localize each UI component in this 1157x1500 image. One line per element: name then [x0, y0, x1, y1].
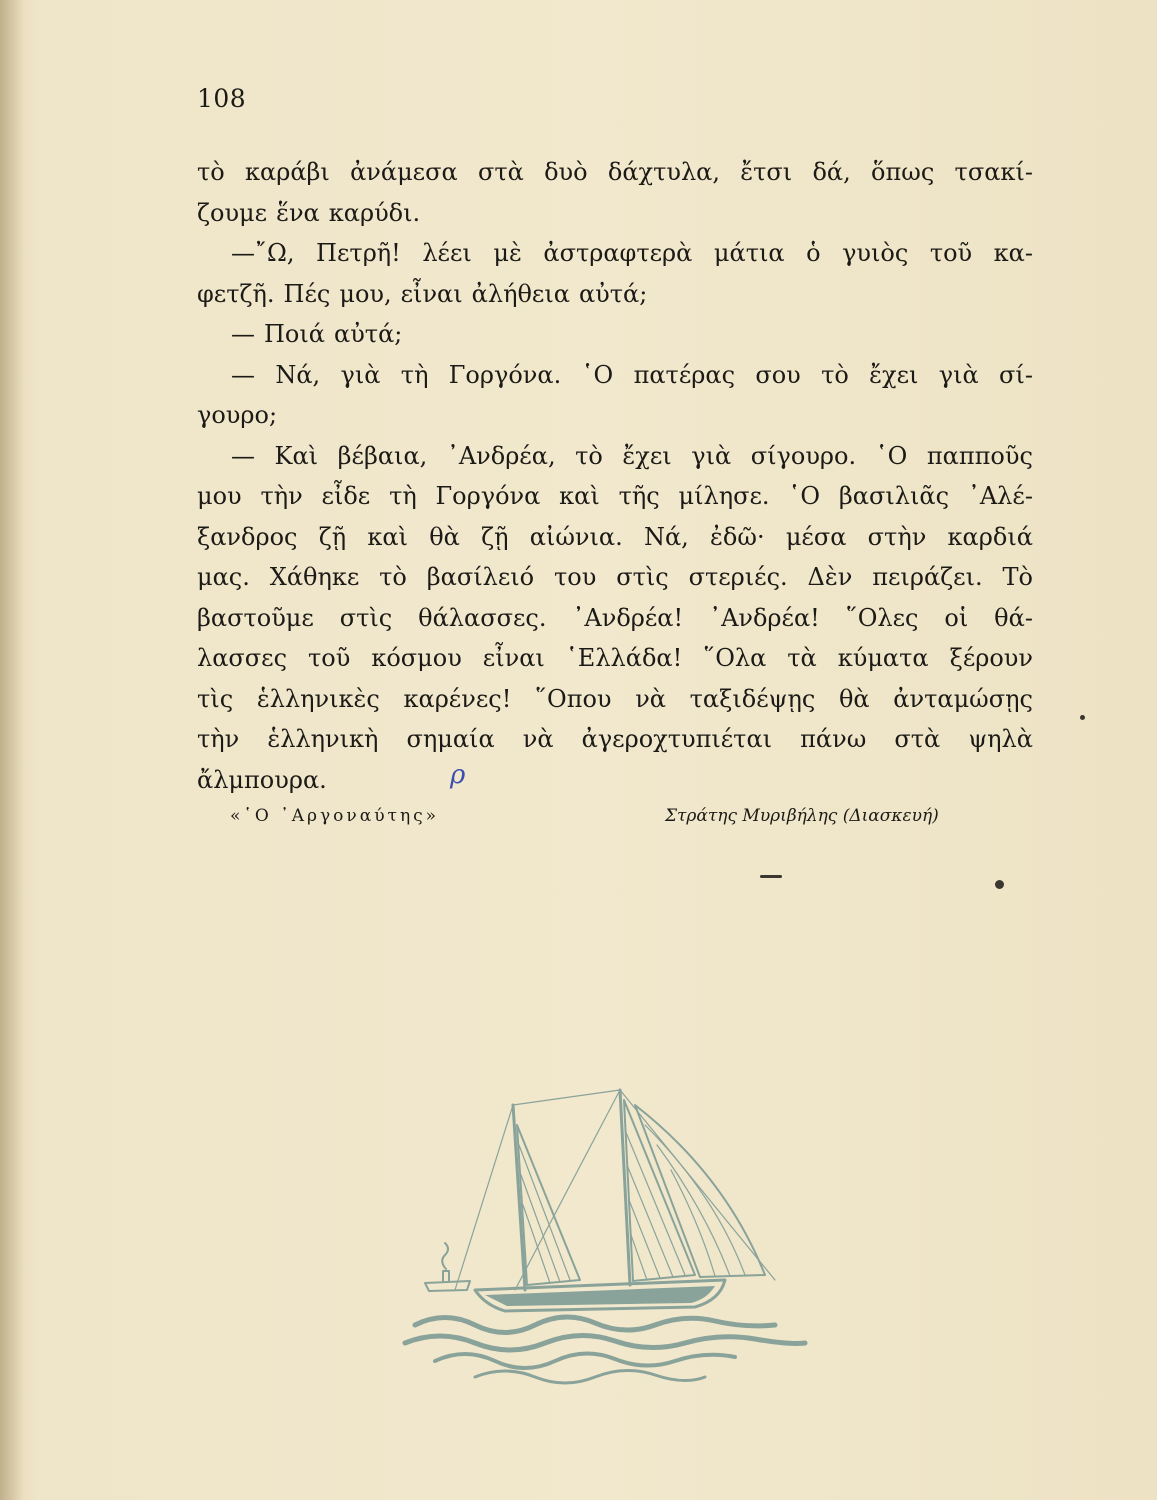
- word: Γοργόνα: [435, 482, 541, 510]
- word: στεριές.: [688, 563, 788, 591]
- word: καρένες!: [403, 684, 512, 713]
- word: δυὸ: [544, 158, 588, 186]
- word: τὰ: [787, 644, 817, 672]
- jib-sail-lines: [645, 1125, 745, 1276]
- text-line: [197, 557, 1033, 598]
- word: ᾿Ανδρέα!: [572, 603, 684, 632]
- text-line: [197, 719, 1033, 760]
- ink-speck: [760, 875, 782, 878]
- word: Τὸ: [1002, 563, 1033, 591]
- ink-speck: [1080, 715, 1085, 720]
- word: καρδιά: [947, 522, 1033, 551]
- text-line: [197, 355, 1033, 396]
- word: πατέρας: [633, 360, 736, 389]
- word: σίγουρο.: [750, 441, 857, 470]
- word: στὶς: [616, 563, 669, 591]
- word: μας.: [197, 563, 250, 591]
- distant-steamer: [425, 1271, 470, 1291]
- word: Νά,: [275, 360, 321, 389]
- text-line: [197, 679, 1033, 720]
- word: στὰ: [894, 725, 941, 753]
- fore-sail-lines: [519, 1145, 570, 1283]
- word: ἀλήθεια: [471, 279, 570, 308]
- word: τὶς: [197, 684, 234, 713]
- text-line: [197, 152, 1033, 193]
- word: —῎Ω,: [231, 239, 295, 267]
- word: Πετρῆ!: [316, 239, 401, 267]
- word: Πές: [283, 279, 331, 308]
- word: ὅπως: [871, 158, 935, 186]
- word: θάλασσες.: [418, 603, 547, 632]
- word: τῆς: [618, 482, 660, 510]
- word: ἑλληνικὲς: [256, 684, 380, 713]
- word: καὶ: [367, 522, 408, 551]
- word: στὴν: [867, 522, 927, 551]
- ink-speck: [995, 880, 1004, 889]
- page-number: 108: [197, 84, 247, 113]
- word: βαστοῦμε: [197, 603, 314, 632]
- word: ῾Ο: [875, 441, 908, 470]
- word: Ποιά: [264, 320, 325, 348]
- word: κύματα: [837, 644, 929, 672]
- word: τὸ: [821, 360, 849, 389]
- wave: [415, 1317, 775, 1333]
- text-line: [197, 476, 1033, 517]
- word: ἑλληνικὴ: [267, 725, 379, 753]
- word: μάτια: [713, 239, 785, 267]
- fore-mast: [513, 1105, 525, 1290]
- main-sail-lines: [625, 1130, 685, 1280]
- word: εἶδε: [321, 482, 371, 510]
- word: ἔχει: [622, 441, 672, 470]
- word: θὰ: [429, 522, 460, 551]
- word: ζῇ: [481, 522, 509, 551]
- word: τσακί-: [954, 158, 1033, 186]
- word: αὐτά;: [578, 279, 648, 308]
- word: του: [554, 563, 597, 591]
- word: καράβι: [245, 158, 330, 186]
- text-line: [197, 436, 1033, 477]
- word: ἀνάμεσα: [350, 158, 458, 186]
- word: ῞Ολα: [703, 644, 767, 672]
- text-line: [197, 638, 1033, 679]
- word: γιὰ: [340, 360, 381, 389]
- word: οἱ: [944, 603, 969, 632]
- word: Δὲν: [807, 563, 853, 591]
- word: ἔχει: [869, 360, 919, 389]
- text-line: [197, 233, 1033, 274]
- word: —: [231, 320, 255, 348]
- text-line: [197, 760, 1033, 801]
- word: τὸ: [197, 158, 225, 186]
- word: Νά,: [643, 522, 689, 551]
- word: γιὰ: [938, 360, 979, 389]
- word: τὴν: [197, 725, 240, 753]
- word: Γοργόνα.: [448, 360, 562, 389]
- word: δάχτυλα,: [607, 158, 720, 186]
- word: νὰ: [635, 684, 666, 713]
- word: ἕνα: [276, 198, 320, 227]
- word: —: [231, 441, 255, 470]
- word: βασιλιᾶς: [838, 482, 950, 510]
- word: ᾿Αλέ-: [967, 482, 1033, 510]
- word: θά-: [994, 603, 1033, 632]
- word: ἐδῶ·: [710, 522, 765, 551]
- word: ῞Οπου: [535, 684, 612, 713]
- word: σημαία: [406, 725, 495, 753]
- word: γυιὸς: [842, 239, 909, 267]
- word: σί-: [999, 360, 1033, 389]
- citation-author: Στράτης Μυριβήλης (Διασκευή): [665, 806, 939, 826]
- fore-sail: [517, 1125, 580, 1285]
- word: μὲ: [493, 239, 522, 267]
- main-sail: [624, 1100, 695, 1281]
- word: γουρο;: [197, 401, 278, 429]
- word: τὴν: [260, 482, 303, 510]
- word: μίλησε.: [678, 482, 770, 510]
- word: ἀνταμώσῃς: [893, 684, 1033, 713]
- word: στὰ: [477, 158, 524, 186]
- word: στὶς: [339, 603, 393, 632]
- word: εἶναι: [400, 279, 463, 308]
- word: —: [231, 360, 255, 389]
- word: ᾿Ανδρέα!: [709, 603, 820, 632]
- text-line: [197, 274, 1033, 315]
- word: Καὶ: [274, 441, 319, 470]
- sailing-ship-illustration: [395, 1085, 815, 1395]
- text-line: [197, 193, 1033, 234]
- word: τὸ: [379, 563, 407, 591]
- word: καρύδι.: [328, 198, 421, 227]
- word: ἀστραφτερὰ: [543, 239, 693, 267]
- word: τὸ: [575, 441, 603, 470]
- word: ῾Ο: [581, 360, 614, 389]
- wave: [475, 1370, 705, 1383]
- citation-source: «῾Ο ᾿Αργοναύτης»: [230, 806, 440, 826]
- word: καὶ: [559, 482, 600, 510]
- word: ὁ: [806, 239, 821, 267]
- word: πειράζει.: [872, 563, 983, 591]
- wave: [405, 1335, 805, 1350]
- word: ῾Ελλάδα!: [565, 644, 683, 672]
- word: κα-: [993, 239, 1033, 267]
- steamer-smoke: [442, 1243, 448, 1269]
- word: βέβαια,: [337, 441, 428, 470]
- word: ἀγεροχτυπιέται: [581, 725, 773, 753]
- word: ξέρουν: [949, 644, 1033, 672]
- word: κόσμου: [371, 644, 462, 672]
- word: θὰ: [838, 684, 870, 713]
- word: παπποῦς: [926, 441, 1033, 470]
- word: ζῇ: [318, 522, 347, 551]
- word: ζουμε: [197, 198, 268, 227]
- word: βασίλειό: [426, 563, 535, 591]
- word: φετζῆ.: [197, 279, 275, 308]
- word: γιὰ: [691, 441, 732, 470]
- word: ξανδρος: [197, 522, 298, 551]
- word: λέει: [422, 239, 472, 267]
- word: σου: [755, 360, 801, 389]
- word: τὴ: [400, 360, 429, 389]
- text-line: [197, 517, 1033, 558]
- handwritten-mark: ρ: [450, 760, 466, 790]
- word: ἔτσι: [740, 158, 793, 186]
- word: ῞Ολες: [845, 603, 919, 632]
- word: λασσες: [197, 644, 288, 672]
- wave: [435, 1353, 735, 1368]
- word: μου: [197, 482, 242, 510]
- word: αὐτά;: [334, 320, 403, 348]
- word: ἄλμπουρα.: [197, 765, 327, 794]
- word: ταξιδέψῃς: [689, 684, 816, 713]
- word: τοῦ: [308, 644, 351, 672]
- word: ψηλὰ: [968, 725, 1033, 753]
- word: ῾Ο: [788, 482, 821, 510]
- text-line: [197, 598, 1033, 639]
- word: πάνω: [800, 725, 867, 753]
- body-text: [197, 152, 1033, 800]
- page-gutter-shadow: [0, 0, 24, 1500]
- word: νὰ: [522, 725, 554, 753]
- word: δά,: [812, 158, 851, 186]
- word: μέσα: [785, 522, 847, 551]
- word: μου,: [339, 279, 392, 308]
- word: τοῦ: [929, 239, 973, 267]
- word: Χάθηκε: [269, 563, 360, 591]
- word: εἶναι: [482, 644, 545, 672]
- text-line: [197, 314, 1033, 355]
- rigging: [455, 1090, 775, 1290]
- word: τὴ: [389, 482, 417, 510]
- text-line: [197, 395, 1033, 436]
- word: αἰώνια.: [529, 522, 623, 551]
- word: ᾿Ανδρέα,: [446, 441, 556, 470]
